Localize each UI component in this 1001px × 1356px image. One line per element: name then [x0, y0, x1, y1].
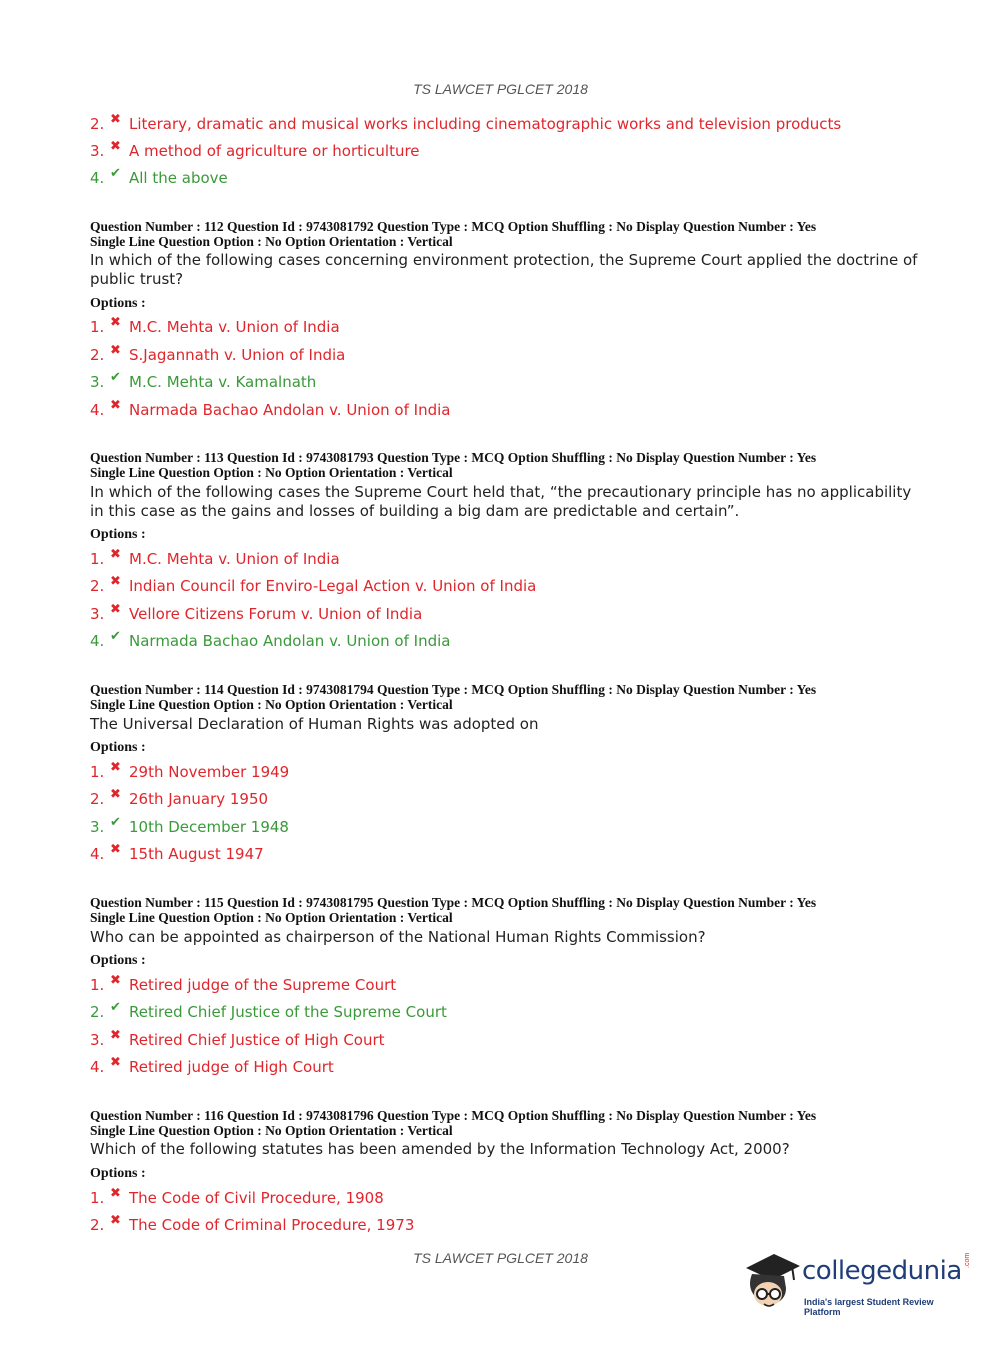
collegedunia-logo[interactable] — [742, 1250, 972, 1320]
options-label: Options : — [90, 1166, 146, 1181]
option-text: Retired judge of the Supreme Court — [129, 976, 397, 994]
cross-mark-icon: ✖ — [110, 1028, 121, 1043]
option-item — [90, 788, 268, 810]
option-text: Literary, dramatic and musical works including cinematographic works and television products — [129, 115, 842, 133]
option-item — [90, 371, 316, 393]
option-item — [90, 761, 289, 783]
option-number: 1. — [90, 318, 105, 336]
option-text: The Code of Criminal Procedure, 1973 — [129, 1216, 415, 1234]
check-mark-icon: ✔ — [110, 1000, 121, 1015]
question-meta-line-2: Single Line Question Option : No Option Orientation : Vertical — [90, 465, 453, 480]
cross-mark-icon: ✖ — [110, 973, 121, 988]
option-item — [90, 548, 340, 570]
cross-mark-icon: ✖ — [110, 315, 121, 330]
option-item — [90, 1029, 385, 1051]
option-item — [90, 575, 536, 597]
options-label: Options : — [90, 527, 146, 542]
cross-mark-icon: ✖ — [110, 574, 121, 589]
option-number: 4. — [90, 845, 105, 863]
option-number: 3. — [90, 142, 105, 160]
option-number: 2. — [90, 577, 105, 595]
question-meta — [90, 895, 950, 925]
options-label: Options : — [90, 296, 146, 311]
cross-mark-icon: ✖ — [110, 139, 121, 154]
option-number: 2. — [90, 1003, 105, 1021]
cross-mark-icon: ✖ — [110, 112, 121, 127]
option-item — [90, 1214, 414, 1236]
option-item — [90, 974, 396, 996]
page-footer: TS LAWCET PGLCET 2018 — [413, 1250, 588, 1266]
option-number: 3. — [90, 373, 105, 391]
option-number: 2. — [90, 1216, 105, 1234]
question-text: The Universal Declaration of Human Rights was adopted on — [90, 715, 539, 733]
option-text: Retired Chief Justice of the Supreme Court — [129, 1003, 447, 1021]
question-meta-line-1: Question Number : 113 Question Id : 9743081793 Question Type : MCQ Option Shuffling : No Display Question Number : Yes — [90, 450, 817, 465]
option-number: 4. — [90, 169, 105, 187]
option-item — [90, 167, 228, 189]
option-text: 15th August 1947 — [129, 845, 264, 863]
options-label: Options : — [90, 740, 146, 755]
option-text: Vellore Citizens Forum v. Union of India — [129, 605, 423, 623]
option-number: 1. — [90, 1189, 105, 1207]
cross-mark-icon: ✖ — [110, 842, 121, 857]
option-item — [90, 344, 345, 366]
cross-mark-icon: ✖ — [110, 1186, 121, 1201]
option-text: 26th January 1950 — [129, 790, 269, 808]
question-meta-line-1: Question Number : 115 Question Id : 9743081795 Question Type : MCQ Option Shuffling : No Display Question Number : Yes — [90, 895, 817, 910]
option-number: 2. — [90, 115, 105, 133]
option-number: 1. — [90, 976, 105, 994]
question-meta-line-2: Single Line Question Option : No Option Orientation : Vertical — [90, 234, 453, 249]
option-item — [90, 603, 422, 625]
option-text: Retired Chief Justice of High Court — [129, 1031, 385, 1049]
page-header: TS LAWCET PGLCET 2018 — [413, 81, 588, 97]
question-meta-line-1: Question Number : 114 Question Id : 9743081794 Question Type : MCQ Option Shuffling : No Display Question Number : Yes — [90, 682, 817, 697]
option-text: Narmada Bachao Andolan v. Union of India — [129, 401, 451, 419]
option-text: All the above — [129, 169, 228, 187]
check-mark-icon: ✔ — [110, 629, 121, 644]
cross-mark-icon: ✖ — [110, 343, 121, 358]
check-mark-icon: ✔ — [110, 370, 121, 385]
option-text: 10th December 1948 — [129, 818, 289, 836]
question-text: In which of the following cases the Supreme Court held that, “the precautionary principle has no applicability in this case as the gains and losses of building a big dam are predictable and certain”. — [90, 483, 912, 520]
logo-tagline: India's largest Student Review Platform — [804, 1297, 934, 1317]
option-item — [90, 816, 289, 838]
option-number: 2. — [90, 346, 105, 364]
question-text: In which of the following cases concerning environment protection, the Supreme Court applied the doctrine of public trust? — [90, 251, 918, 288]
option-item — [90, 1056, 334, 1078]
option-number: 4. — [90, 632, 105, 650]
options-label: Options : — [90, 953, 146, 968]
question-meta — [90, 219, 950, 249]
question-meta — [90, 682, 950, 712]
check-mark-icon: ✔ — [110, 815, 121, 830]
cross-mark-icon: ✖ — [110, 398, 121, 413]
question-text: Which of the following statutes has been amended by the Information Technology Act, 2000? — [90, 1140, 790, 1158]
option-item — [90, 140, 420, 162]
option-text: M.C. Mehta v. Union of India — [129, 550, 340, 568]
cross-mark-icon: ✖ — [110, 787, 121, 802]
mascot-icon — [742, 1250, 802, 1314]
option-text: Narmada Bachao Andolan v. Union of India — [129, 632, 451, 650]
option-text: S.Jagannath v. Union of India — [129, 346, 346, 364]
option-text: A method of agriculture or horticulture — [129, 142, 420, 160]
option-text: The Code of Civil Procedure, 1908 — [129, 1189, 384, 1207]
option-text: M.C. Mehta v. Kamalnath — [129, 373, 317, 391]
cross-mark-icon: ✖ — [110, 1055, 121, 1070]
logo-suffix: .com — [964, 1252, 971, 1268]
option-item — [90, 399, 450, 421]
question-text: Who can be appointed as chairperson of the National Human Rights Commission? — [90, 928, 706, 946]
question-meta-line-1: Question Number : 112 Question Id : 9743081792 Question Type : MCQ Option Shuffling : No Display Question Number : Yes — [90, 219, 817, 234]
option-number: 4. — [90, 401, 105, 419]
option-text: Retired judge of High Court — [129, 1058, 334, 1076]
option-text: 29th November 1949 — [129, 763, 290, 781]
option-item — [90, 1001, 447, 1023]
option-number: 1. — [90, 763, 105, 781]
option-item — [90, 113, 841, 135]
question-meta-line-2: Single Line Question Option : No Option Orientation : Vertical — [90, 910, 453, 925]
check-mark-icon: ✔ — [110, 166, 121, 181]
option-text: Indian Council for Enviro-Legal Action v. Union of India — [129, 577, 537, 595]
option-text: M.C. Mehta v. Union of India — [129, 318, 340, 336]
option-number: 3. — [90, 1031, 105, 1049]
option-item — [90, 630, 450, 652]
question-meta-line-1: Question Number : 116 Question Id : 9743081796 Question Type : MCQ Option Shuffling : No Display Question Number : Yes — [90, 1108, 817, 1123]
question-meta — [90, 1108, 950, 1138]
option-item — [90, 1187, 384, 1209]
option-item — [90, 843, 264, 865]
option-number: 3. — [90, 605, 105, 623]
option-number: 1. — [90, 550, 105, 568]
option-number: 3. — [90, 818, 105, 836]
question-meta — [90, 450, 950, 480]
option-item — [90, 316, 340, 338]
cross-mark-icon: ✖ — [110, 1213, 121, 1228]
option-number: 2. — [90, 790, 105, 808]
option-number: 4. — [90, 1058, 105, 1076]
cross-mark-icon: ✖ — [110, 547, 121, 562]
logo-wordmark: collegedunia — [802, 1256, 962, 1286]
question-meta-line-2: Single Line Question Option : No Option Orientation : Vertical — [90, 1123, 453, 1138]
cross-mark-icon: ✖ — [110, 760, 121, 775]
cross-mark-icon: ✖ — [110, 602, 121, 617]
question-meta-line-2: Single Line Question Option : No Option Orientation : Vertical — [90, 697, 453, 712]
